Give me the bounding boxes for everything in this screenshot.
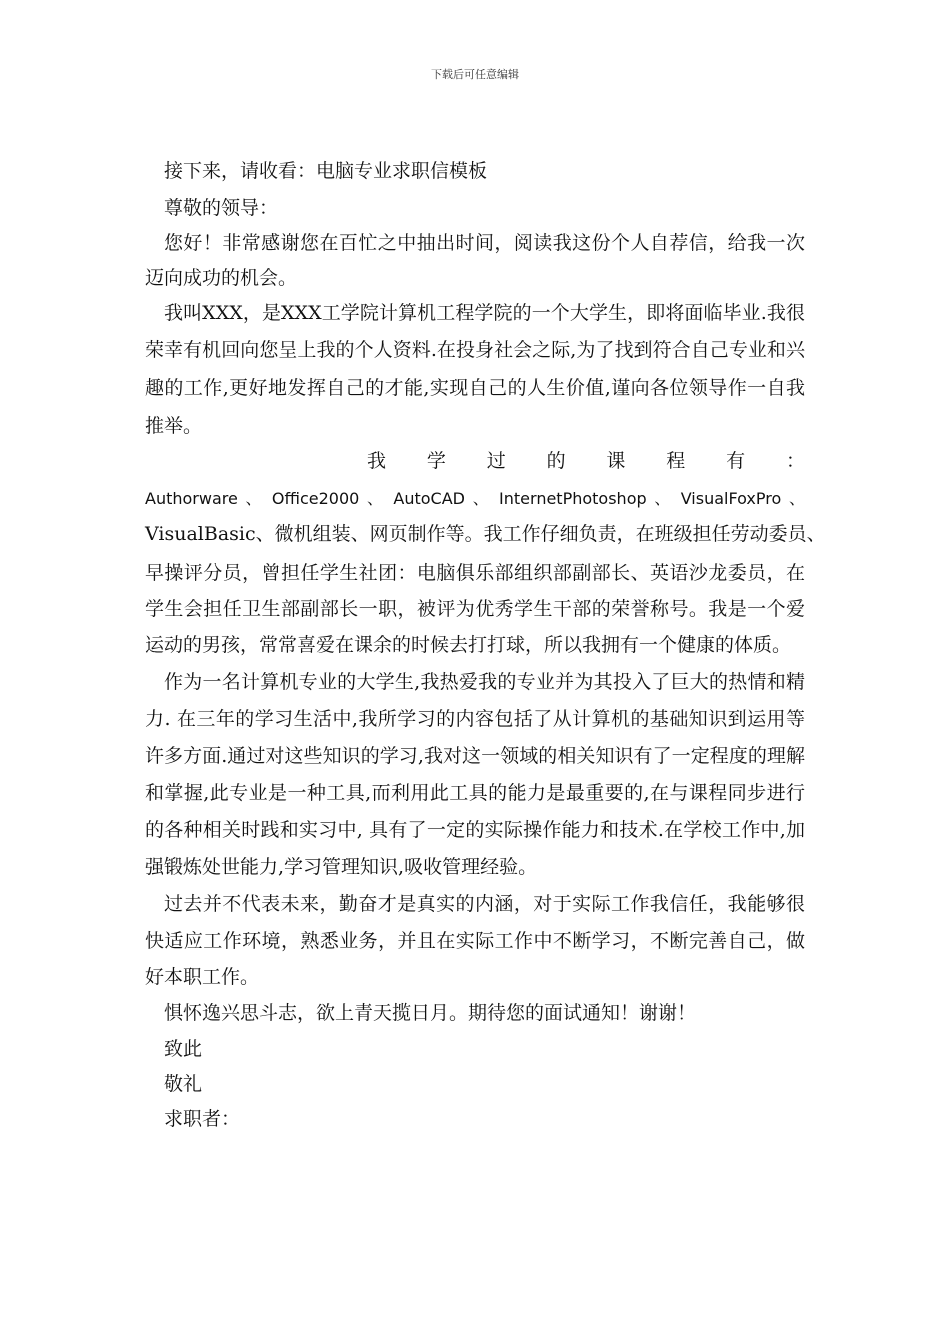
signature-label: 求职者： [164,1108,241,1130]
paragraph-line: 推举。 [145,415,203,437]
paragraph-line: 运动的男孩，常常喜爱在课余的时候去打打球，所以我拥有一个健康的体质。 [145,634,792,656]
closing-jingli: 敬礼 [164,1073,203,1095]
paragraph-line: 和掌握,此专业是一种工具,而利用此工具的能力是最重要的,在与课程同步进行 [145,782,805,804]
paragraph-line: 的各种相关时践和实习中, 具有了一定的实际操作能力和技术.在学校工作中,加 [145,819,805,841]
salutation: 尊敬的领导： [164,197,279,219]
closing-zhici: 致此 [164,1038,203,1060]
courses-list: Authorware 、 Office2000 、 AutoCAD 、 InternetPhotoshop 、 VisualFoxPro 、 [145,489,805,508]
paragraph-line: 您好！非常感谢您在百忙之中抽出时间，阅读我这份个人自荐信，给我一次 [164,232,805,254]
paragraph-line: 我叫XXX，是XXX工学院计算机工程学院的一个大学生，即将面临毕业.我很 [164,302,805,324]
paragraph-line: 早操评分员，曾担任学生社团：电脑俱乐部组织部副部长、英语沙龙委员，在 [145,562,805,584]
paragraph-line: 强锻炼处世能力,学习管理知识,吸收管理经验。 [145,856,538,878]
paragraph-line: 力. 在三年的学习生活中,我所学习的内容包括了从计算机的基础知识到运用等 [145,708,805,730]
courses-heading: 我 学 过 的 课 程 有 ： [367,450,805,472]
page-header: 下载后可任意编辑 [431,68,519,81]
paragraph-line: 快适应工作环境，熟悉业务，并且在实际工作中不断学习，不断完善自己，做 [145,930,805,952]
paragraph-line: 趣的工作,更好地发挥自己的才能,实现自己的人生价值,谨向各位领导作一自我 [145,377,805,399]
paragraph-line: 好本职工作。 [145,966,260,988]
paragraph-line: 许多方面.通过对这些知识的学习,我对这一领域的相关知识有了一定程度的理解 [145,745,805,767]
paragraph-line: 荣幸有机回向您呈上我的个人资料.在投身社会之际,为了找到符合自己专业和兴 [145,339,805,361]
paragraph-line: 学生会担任卫生部副部长一职，被评为优秀学生干部的荣誉称号。我是一个爱 [145,598,805,620]
intro-line: 接下来，请收看：电脑专业求职信模板 [164,160,488,182]
paragraph-line: 迈向成功的机会。 [145,267,298,289]
paragraph-line: 过去并不代表未来，勤奋才是真实的内涵，对于实际工作我信任，我能够很 [164,893,805,915]
paragraph-line: 作为一名计算机专业的大学生,我热爱我的专业并为其投入了巨大的热情和精 [164,671,805,693]
closing-line: 惧怀逸兴思斗志，欲上青天揽日月。期待您的面试通知！谢谢！ [164,1002,697,1024]
paragraph-line: VisualBasic、微机组装、网页制作等。我工作仔细负责，在班级担任劳动委员、 [145,523,826,545]
